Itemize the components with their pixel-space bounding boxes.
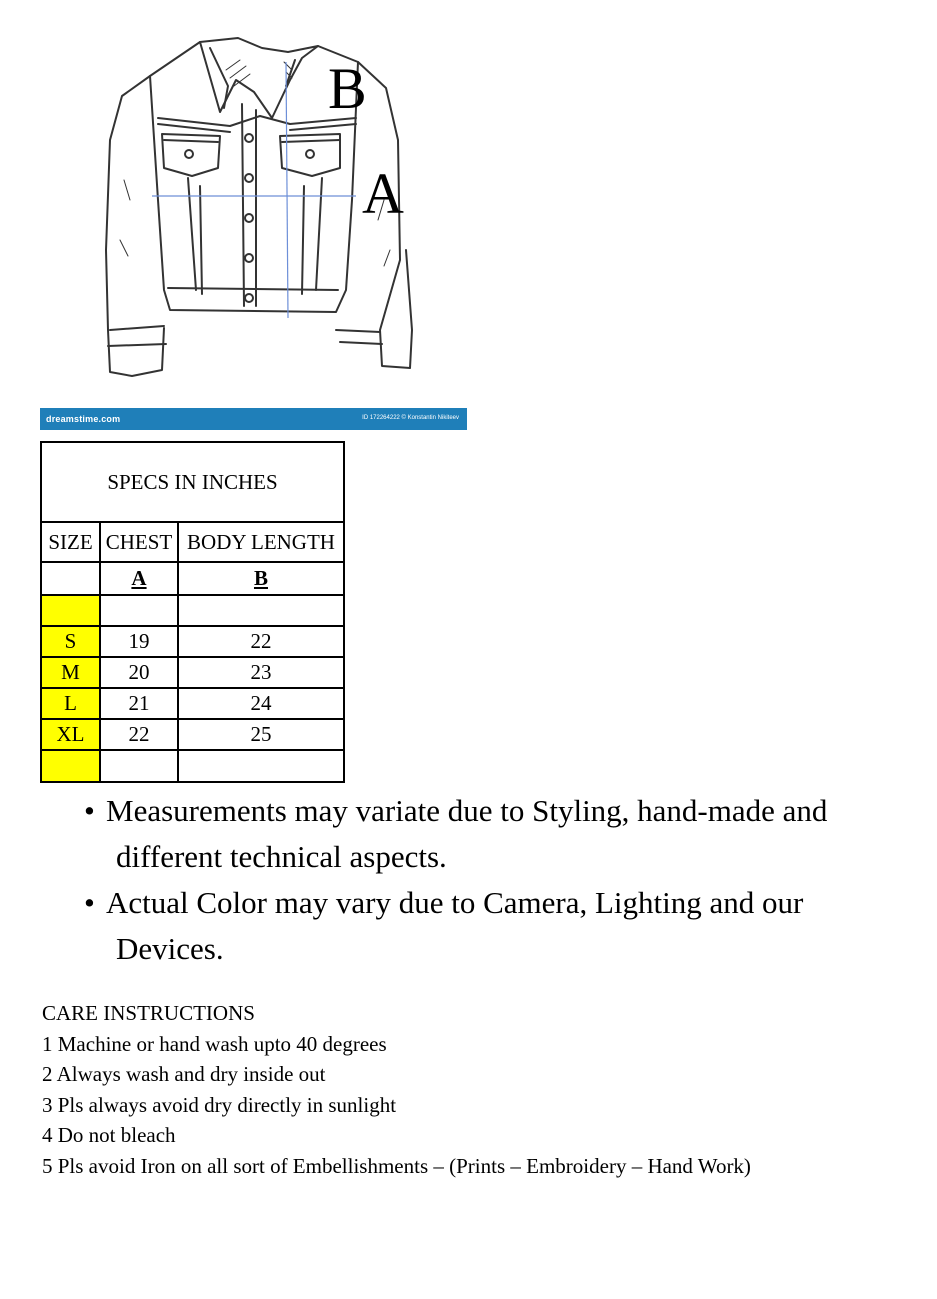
table-cell-blank <box>100 595 178 626</box>
care-item: 3 Pls always avoid dry directly in sunlight <box>42 1092 397 1117</box>
size-cell: M <box>41 657 100 688</box>
letter-row-blank <box>41 562 100 595</box>
size-cell-blank <box>41 595 100 626</box>
bullet: • <box>84 885 95 920</box>
size-spec-table <box>40 441 345 783</box>
stock-banner <box>40 408 467 430</box>
care-item: 4 Do not bleach <box>42 1123 176 1147</box>
chest-cell: 22 <box>100 719 178 750</box>
banner-brand: dreamstime.com <box>46 414 121 424</box>
note-item <box>84 880 924 972</box>
note-line: Devices. <box>116 931 224 966</box>
table-row <box>41 688 344 719</box>
size-cell: L <box>41 688 100 719</box>
banner-credit: ID 172264222 © Konstantin Nikiteev <box>362 415 459 421</box>
length-cell: 25 <box>178 719 344 750</box>
size-cell: XL <box>41 719 100 750</box>
chest-cell: 19 <box>100 626 178 657</box>
header-chest: CHEST <box>100 522 178 562</box>
care-item: 5 Pls avoid Iron on all sort of Embellishments – (Prints – Embroidery – Hand Work) <box>42 1153 751 1178</box>
table-title: SPECS IN INCHES <box>41 442 344 522</box>
size-cell-blank <box>41 750 100 782</box>
measure-label-b: B <box>328 56 367 121</box>
note-line: Actual Color may vary due to Camera, Lighting and our <box>106 885 804 920</box>
table-cell-blank <box>178 750 344 782</box>
letter-b: B <box>178 562 344 595</box>
care-instructions <box>42 998 751 1181</box>
note-line: different technical aspects. <box>116 839 447 874</box>
length-cell: 23 <box>178 657 344 688</box>
note-line: Measurements may variate due to Styling, hand-made and <box>106 793 828 828</box>
note-item <box>84 788 924 880</box>
table-cell-blank <box>178 595 344 626</box>
chest-cell: 21 <box>100 688 178 719</box>
care-item: 2 Always wash and dry inside out <box>42 1062 326 1086</box>
jacket-illustration <box>40 0 467 408</box>
measure-label-a: A <box>362 161 404 226</box>
table-row <box>41 719 344 750</box>
header-size: SIZE <box>41 522 100 562</box>
notes-list <box>84 788 924 972</box>
table-row <box>41 626 344 657</box>
care-item: 1 Machine or hand wash upto 40 degrees <box>42 1031 387 1056</box>
chest-cell: 20 <box>100 657 178 688</box>
table-row <box>41 657 344 688</box>
table-cell-blank <box>100 750 178 782</box>
length-cell: 24 <box>178 688 344 719</box>
header-body-length: BODY LENGTH <box>178 522 344 562</box>
length-cell: 22 <box>178 626 344 657</box>
care-title: CARE INSTRUCTIONS <box>42 1001 255 1025</box>
size-cell: S <box>41 626 100 657</box>
letter-a: A <box>100 562 178 595</box>
bullet: • <box>84 793 95 828</box>
